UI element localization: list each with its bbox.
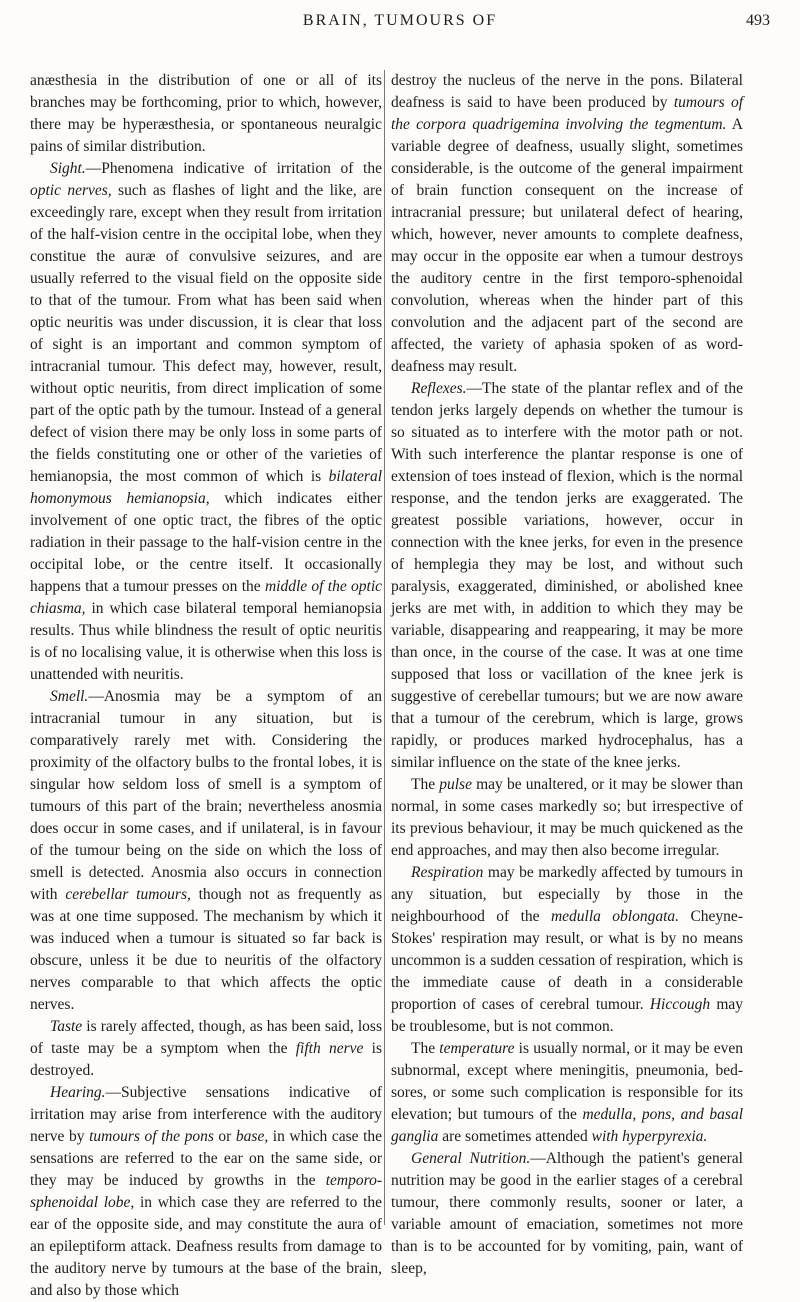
- paragraph-taste: Taste is rarely affected, though, as has been said, loss of taste may be a symptom when the fifth nerve is destroyed.: [30, 1018, 382, 1079]
- paragraph-hearing: Hearing.—Subjective sensations indicative of irritation may arise from interference with the auditory nerve by tumours of the pons or base, in which case the sensations are referred to the ear on the same side, or they may be induced by growths in the temporo-sphenoidal lobe, in which case they are referred to the ear of the opposite side, and may constitute the aura of an epileptiform attack. Deafness results from damage to the auditory nerve by tumours at the base of the brain, and also by those which: [30, 1084, 383, 1299]
- paragraph-sight: Sight.—Phenomena indicative of irritation of the optic nerves, such as flashes of light and the like, are exceedingly rare, except when they result from irritation of the half-vision centre in the occipital lobe, when they constitue the auræ of convulsive seizures, and are usually referred to the visual field on the opposite side to that of the tumour. From what has been said when optic neuritis was under discussion, it is clear that loss of sight is an important and common symptom of intracranial tumour. This defect may, however, result, without optic neuritis, from direct implication of some part of the optic path by the tumour. Instead of a general defect of vision there may be only loss in some parts of the fields constituting one or other of the varieties of hemianopsia, the most common of which is bilateral homonymous hemianopsia, which indicates either involvement of one optic tract, the fibres of the optic radiation in their passage to the half-vision centre in the occipital lobe, or the centre itself. It occasionally happens that a tumour presses on the middle of the optic chiasma, in which case bilateral temporal hemianopsia results. Thus while blindness the result of optic neuritis is of no localising value, it is otherwise when this loss is unattended with neuritis.: [30, 160, 383, 683]
- paragraph-reflexes: Reflexes.—The state of the plantar reflex and of the tendon jerks largely depends on whether the tumour is so situated as to interfere with the motor path or not. With such interference the plantar response is one of extension of toes instead of flexion, which is the normal response, and the tendon jerks are exaggerated. The greatest possible variations, however, occur in connection with the knee jerks, for even in the presence of hemplegia they may be lost, and without such paralysis, exaggerated, diminished, or abolished knee jerks are met with, in addition to which they may be variable, disappearing and reappearing, it may be more than once, in the course of the case. It was at one time supposed that loss or vacillation of the knee jerk is suggestive of cerebellar tumours; but we are now aware that a tumour of the cerebrum, which is large, grows rapidly, or produces marked hydrocephalus, has a similar influence on the state of the knee jerks.: [391, 380, 743, 771]
- heading-taste: Taste: [50, 1018, 83, 1035]
- right-column: [391, 70, 743, 1280]
- paragraph-nutrition: General Nutrition.—Although the patient's general nutrition may be good in the earlier stages of a cerebral tumour, there commonly results, sooner or later, a variable amount of emaciation, sometimes not more than is to be accounted for by vomiting, pain, want of sleep,: [391, 1150, 743, 1277]
- heading-respiration: Respiration: [411, 864, 484, 881]
- heading-smell: Smell.: [50, 688, 89, 705]
- paragraph-smell: Smell.—Anosmia may be a symptom of an intracranial tumour in any situation, but is comparatively rarely met with. Considering the proximity of the olfactory bulbs to the frontal lobes, it is singular how seldom loss of smell is a symptom of tumours of this part of the brain; nevertheless anosmia does occur in some cases, and if unilateral, is in favour of the tumour being on the side on which the loss of smell is detected. Anosmia also occurs in connection with cerebellar tumours, though not as frequently as was at one time supposed. The mechanism by which it was induced when a tumour is situated so far back is obscure, unless it be due to neuritis of the olfactory nerves comparable to that which affects the optic nerves.: [30, 688, 382, 1013]
- heading-reflexes: Reflexes.: [411, 380, 467, 397]
- heading-temperature: temperature: [439, 1040, 515, 1057]
- paragraph-hearing-cont: destroy the nucleus of the nerve in the pons. Bilateral deafness is said to have been produced by tumours of the corpora quadrigemina involving the tegmentum. A variable degree of deafness, usually slight, sometimes considerable, is the outcome of the general impairment of brain function consequent on the increase of intracranial pressure; but unilateral defect of hearing, which, however, never amounts to complete deafness, may occur in the opposite ear when a tumour destroys the auditory centre in the first temporo-sphenoidal convolution, whereas when the hinder part of this convolution and the adjacent part of the second are affected, the variety of aphasia spoken of as word-deafness may result.: [391, 72, 743, 375]
- left-column: [30, 70, 382, 1302]
- paragraph-temperature: The temperature is usually normal, or it may be even subnormal, except where meningitis, pneumonia, bed-sores, or some such complication is responsible for its elevation; but tumours of the medulla, pons, and basal ganglia are sometimes attended with hyperpyrexia.: [391, 1040, 744, 1145]
- paragraph-respiration: Respiration may be markedly affected by tumours in any situation, but especially by those in the neighbourhood of the medulla oblongata. Cheyne-Stokes' respiration may result, or what is by no means uncommon is a sudden cessation of respiration, which is the immediate cause of death in a considerable proportion of cases of cerebral tumour. Hiccough may be troublesome, but is not common.: [391, 864, 744, 1035]
- page-number: 493: [746, 12, 770, 29]
- column-rule: [384, 70, 385, 1225]
- heading-sight: Sight.: [50, 160, 86, 177]
- paragraph-pulse: The pulse may be unaltered, or it may be slower than normal, in some cases markedly so; but irrespective of its previous behaviour, it may be much quickened as the end approaches, and may then also become irregular.: [391, 776, 743, 859]
- paragraph-anaesthesia: anæsthesia in the distribution of one or all of its branches may be forthcoming, prior to which, however, there may be hyperæsthesia, or spontaneous neuralgic pains of similar distribution.: [30, 72, 382, 155]
- running-head: BRAIN, TUMOURS OF: [302, 12, 498, 29]
- page-header: [30, 6, 770, 34]
- heading-nutrition: General Nutrition.: [411, 1150, 531, 1167]
- heading-hearing: Hearing.: [50, 1084, 106, 1101]
- heading-pulse: pulse: [439, 776, 472, 793]
